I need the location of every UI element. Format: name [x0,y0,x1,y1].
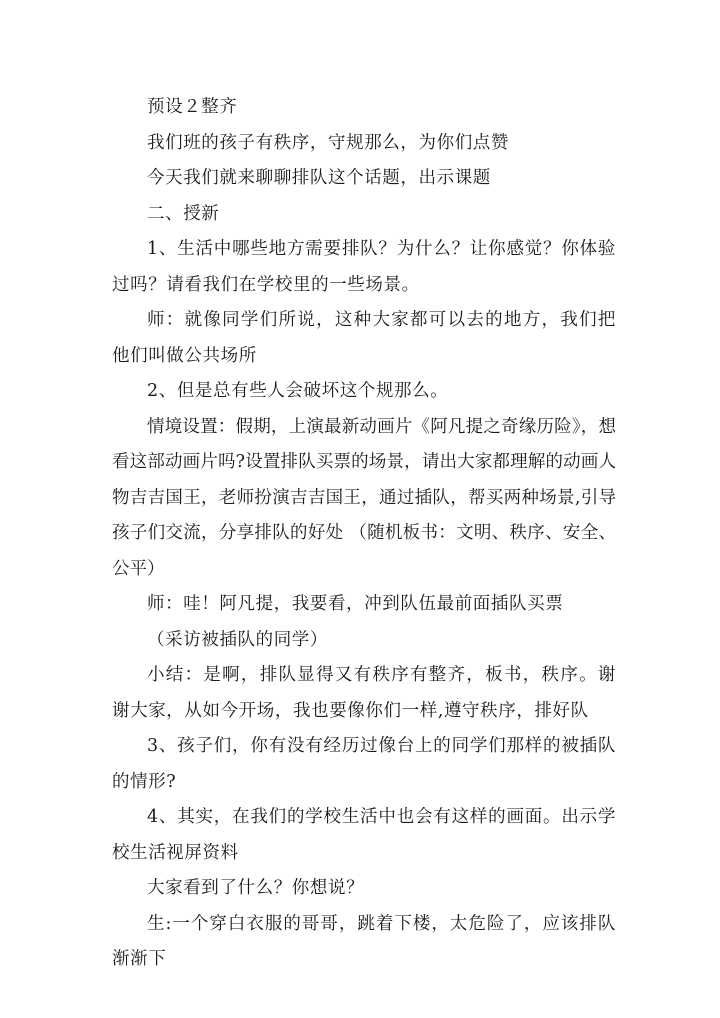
paragraph-praise: 我们班的孩子有秩序，守规那么，为你们点赞 [147,132,509,153]
paragraph-topic: 今天我们就来聊聊排队这个话题，出示课题 [147,168,491,188]
paragraph-item-1: 1、生活中哪些地方需要排队？为什么？让你感觉？你体验过吗？请看我们在学校里的一些场景。 [112,239,616,295]
paragraph-item-3: 3、孩子们，你有没有经历过像台上的同学们那样的被插队的情形? [112,736,616,792]
document-body [112,90,616,978]
section-heading-new-lesson: 二、授新 [147,203,220,224]
paragraph-interview: （采访被插队的同学） [147,629,328,650]
paragraph-summary: 小结：是啊，排队显得又有秩序有整齐，板书，秩序。谢谢大家，从如今开场，我也要像你们一样,遵守秩序，排好队 [112,665,616,721]
paragraph-teacher-cut-in: 师：哇！阿凡提，我要看，冲到队伍最前面插队买票 [147,594,564,614]
paragraph-preset-2: 预设２整齐 [147,97,238,117]
paragraph-question: 大家看到了什么？你想说？ [147,878,365,898]
paragraph-teacher-public-places: 师：就像同学们所说，这种大家都可以去的地方，我们把他们叫做公共场所 [112,310,616,366]
paragraph-item-4: 4、其实，在我们的学校生活中也会有这样的画面。出示学校生活视屏资料 [112,807,616,863]
paragraph-student-answer: 生:一个穿白衣服的哥哥，跳着下楼，太危险了，应该排队渐渐下 [112,913,616,969]
paragraph-item-2: 2、但是总有些人会破坏这个规那么。 [147,381,449,401]
paragraph-scenario: 情境设置：假期，上演最新动画片《阿凡提之奇缘历险》，想看这部动画片吗?设置排队买票的场景，请出大家都理解的动画人物吉吉国王，老师扮演吉吉国王，通过插队，帮买两种场景,引导孩子们交流，分享排队的好处 （随机板书：文明、秩序、安全、公平） [112,416,616,579]
